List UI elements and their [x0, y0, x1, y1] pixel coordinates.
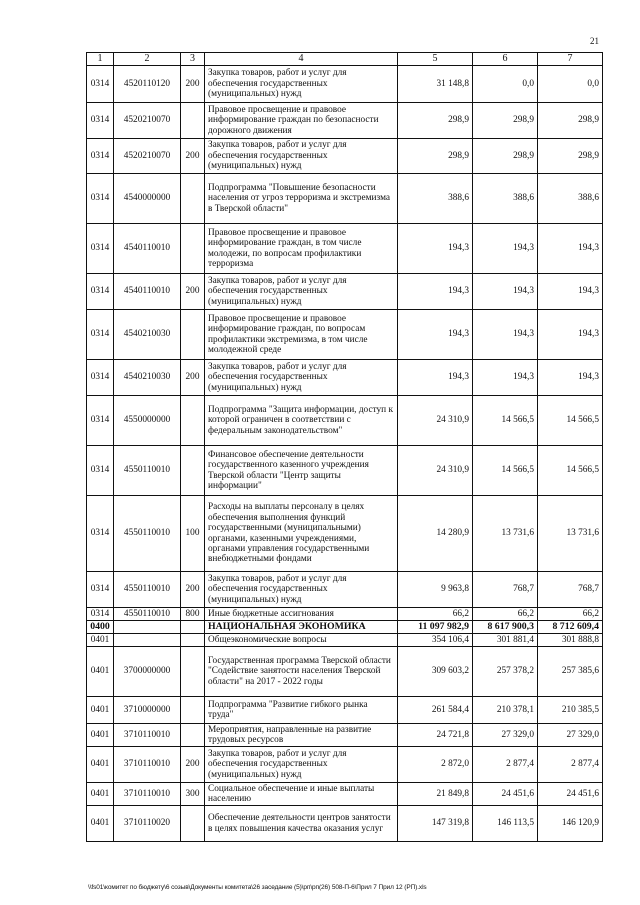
table-cell: 24 451,6	[538, 783, 603, 806]
table-row	[87, 360, 603, 396]
table-cell: 0314	[87, 174, 114, 224]
table-cell: 8 617 900,3	[473, 621, 538, 634]
table-row	[87, 697, 603, 724]
table-cell: 13 731,6	[473, 496, 538, 572]
table-cell: 800	[181, 608, 205, 621]
header-cell: 5	[398, 53, 473, 66]
table-cell: 9 963,8	[398, 572, 473, 608]
table-cell: Закупка товаров, работ и услуг для обеспечения государственных (муниципальных) нужд	[205, 360, 398, 396]
table-row	[87, 806, 603, 842]
table-row	[87, 783, 603, 806]
table-row	[87, 224, 603, 274]
table-cell: Мероприятия, направленные на развитие трудовых ресурсов	[205, 724, 398, 747]
table-cell: 257 378,2	[473, 647, 538, 697]
table-cell: 24 451,6	[473, 783, 538, 806]
table-cell: 298,9	[398, 103, 473, 139]
table-cell: 0401	[87, 724, 114, 747]
table-cell: 0314	[87, 66, 114, 103]
table-cell: 194,3	[538, 224, 603, 274]
table-cell: 0314	[87, 496, 114, 572]
table-cell: 388,6	[398, 174, 473, 224]
table-cell: Социальное обеспечение и иные выплаты населению	[205, 783, 398, 806]
table-cell: 4540110010	[114, 224, 181, 274]
table-cell: 0401	[87, 806, 114, 842]
table-cell: 301 881,4	[473, 634, 538, 647]
header-row	[87, 53, 603, 66]
table-cell: 0400	[87, 621, 114, 634]
table-cell: 14 566,5	[473, 396, 538, 446]
table-cell: 14 566,5	[538, 396, 603, 446]
table-cell: 257 385,6	[538, 647, 603, 697]
table-cell: 388,6	[473, 174, 538, 224]
table-cell	[181, 647, 205, 697]
table-cell: Общеэкономические вопросы	[205, 634, 398, 647]
table-cell: 200	[181, 360, 205, 396]
table-cell: Правовое просвещение и правовое информирование граждан, по вопросам профилактики экстремизма, в том числе молодежной среде	[205, 310, 398, 360]
table-cell: 100	[181, 496, 205, 572]
table-cell	[181, 806, 205, 842]
table-cell	[181, 174, 205, 224]
table-cell: 298,9	[398, 139, 473, 174]
table-row	[87, 608, 603, 621]
header-cell: 4	[205, 53, 398, 66]
table-cell: 0314	[87, 224, 114, 274]
table-cell: 11 097 982,9	[398, 621, 473, 634]
table-cell: 0314	[87, 360, 114, 396]
table-cell: 194,3	[398, 310, 473, 360]
table-cell: 0401	[87, 634, 114, 647]
table-row	[87, 621, 603, 634]
table-cell: 2 877,4	[473, 747, 538, 783]
table-cell	[114, 621, 181, 634]
table-cell: Закупка товаров, работ и услуг для обеспечения государственных (муниципальных) нужд	[205, 572, 398, 608]
table-row	[87, 396, 603, 446]
table-cell: 13 731,6	[538, 496, 603, 572]
table-cell: 194,3	[473, 274, 538, 310]
table-cell: Закупка товаров, работ и услуг для обеспечения государственных (муниципальных) нужд	[205, 66, 398, 103]
table-cell: 194,3	[473, 224, 538, 274]
table-cell: 0401	[87, 783, 114, 806]
table-cell: 14 566,5	[538, 446, 603, 496]
table-cell: 4540000000	[114, 174, 181, 224]
table-cell: 21 849,8	[398, 783, 473, 806]
table-row	[87, 174, 603, 224]
table-cell: 0314	[87, 446, 114, 496]
table-cell: Закупка товаров, работ и услуг для обеспечения государственных (муниципальных) нужд	[205, 139, 398, 174]
file-path-footer: \\fs01\комитет по бюджету\6 созыв\Документы комитета\26 заседание (5)\рп\рп(26) 508-П-6\Прил 7 Прил 12 (РП).xls	[88, 884, 427, 891]
table-cell: Правовое просвещение и правовое информирование граждан, в том числе молодежи, по вопросам профилактики терроризма	[205, 224, 398, 274]
table-cell: 3700000000	[114, 647, 181, 697]
table-cell: Закупка товаров, работ и услуг для обеспечения государственных (муниципальных) нужд	[205, 274, 398, 310]
table-cell: 4550110010	[114, 608, 181, 621]
table-cell: 4540110010	[114, 274, 181, 310]
table-cell: 4550110010	[114, 496, 181, 572]
table-cell: Обеспечение деятельности центров занятости в целях повышения качества оказания услуг	[205, 806, 398, 842]
table-row	[87, 634, 603, 647]
table-cell: Расходы на выплаты персоналу в целях обеспечения выполнения функций государственными (муниципальными) органами, казенными учреждениями, органами управления государственными внебюджетными фондами	[205, 496, 398, 572]
table-cell	[181, 621, 205, 634]
table-row	[87, 446, 603, 496]
table-cell: 27 329,0	[473, 724, 538, 747]
table-cell: 194,3	[398, 274, 473, 310]
table-cell: 298,9	[473, 139, 538, 174]
table-cell: 4550110010	[114, 572, 181, 608]
table-cell	[181, 103, 205, 139]
table-cell: 354 106,4	[398, 634, 473, 647]
table-cell: 4550000000	[114, 396, 181, 446]
table-cell: 24 310,9	[398, 396, 473, 446]
table-cell: 0314	[87, 139, 114, 174]
table-cell: 66,2	[538, 608, 603, 621]
table-cell: 194,3	[473, 360, 538, 396]
table-cell: 194,3	[398, 360, 473, 396]
table-cell: 0314	[87, 103, 114, 139]
table-cell: 4540210030	[114, 360, 181, 396]
table-cell: 768,7	[473, 572, 538, 608]
table-cell: 2 872,0	[398, 747, 473, 783]
table-cell: 66,2	[473, 608, 538, 621]
table-cell: 4550110010	[114, 446, 181, 496]
header-cell: 2	[114, 53, 181, 66]
table-cell: 0314	[87, 608, 114, 621]
table-row	[87, 66, 603, 103]
table-cell: 146 120,9	[538, 806, 603, 842]
table-cell: 14 566,5	[473, 446, 538, 496]
table-cell: 24 310,9	[398, 446, 473, 496]
budget-table	[86, 52, 603, 842]
table-cell: 0401	[87, 697, 114, 724]
table-cell	[181, 634, 205, 647]
table-cell: 200	[181, 274, 205, 310]
table-cell: Иные бюджетные ассигнования	[205, 608, 398, 621]
table-cell: 194,3	[538, 310, 603, 360]
table-cell	[181, 697, 205, 724]
table-row	[87, 274, 603, 310]
table-cell: 27 329,0	[538, 724, 603, 747]
table-cell: 3710110010	[114, 783, 181, 806]
table-cell: 388,6	[538, 174, 603, 224]
table-cell: 194,3	[538, 360, 603, 396]
table-cell: 210 378,1	[473, 697, 538, 724]
table-cell: 200	[181, 139, 205, 174]
table-cell: 309 603,2	[398, 647, 473, 697]
table-cell: Государственная программа Тверской области "Содействие занятости населения Тверской области" на 2017 - 2022 годы	[205, 647, 398, 697]
table-cell: 4520110120	[114, 66, 181, 103]
table-cell: 0314	[87, 572, 114, 608]
table-cell: Правовое просвещение и правовое информирование граждан по безопасности дорожного движения	[205, 103, 398, 139]
table-cell	[181, 224, 205, 274]
table-cell: 200	[181, 747, 205, 783]
table-cell: 194,3	[473, 310, 538, 360]
table-row	[87, 572, 603, 608]
table-cell: 3710110020	[114, 806, 181, 842]
table-cell: Финансовое обеспечение деятельности государственного казенного учреждения Тверской области "Центр защиты информации"	[205, 446, 398, 496]
table-row	[87, 103, 603, 139]
table-cell: 0,0	[473, 66, 538, 103]
header-cell: 1	[87, 53, 114, 66]
table-cell	[181, 446, 205, 496]
table-cell: 200	[181, 66, 205, 103]
table-cell: 298,9	[538, 103, 603, 139]
table-row	[87, 496, 603, 572]
table-cell: 0401	[87, 647, 114, 697]
header-cell: 7	[538, 53, 603, 66]
table-cell: 146 113,5	[473, 806, 538, 842]
table-cell	[114, 634, 181, 647]
table-cell: 0314	[87, 310, 114, 360]
page-number: 21	[590, 36, 599, 46]
table-cell: 301 888,8	[538, 634, 603, 647]
table-cell: 0,0	[538, 66, 603, 103]
table-cell: Подпрограмма "Защита информации, доступ к которой ограничен в соответствии с федеральным законодательством"	[205, 396, 398, 446]
table-cell: 31 148,8	[398, 66, 473, 103]
table-cell: 66,2	[398, 608, 473, 621]
table-cell: 0314	[87, 396, 114, 446]
table-cell: 298,9	[538, 139, 603, 174]
table-cell	[181, 724, 205, 747]
table-cell: 24 721,8	[398, 724, 473, 747]
table-cell: 0401	[87, 747, 114, 783]
table-row	[87, 139, 603, 174]
table-cell: 298,9	[473, 103, 538, 139]
table-row	[87, 724, 603, 747]
table-cell: 4520210070	[114, 139, 181, 174]
table-cell: 4540210030	[114, 310, 181, 360]
table-cell	[181, 310, 205, 360]
table-cell: Закупка товаров, работ и услуг для обеспечения государственных (муниципальных) нужд	[205, 747, 398, 783]
table-cell: 261 584,4	[398, 697, 473, 724]
table-cell: 200	[181, 572, 205, 608]
table-cell: 8 712 609,4	[538, 621, 603, 634]
table-cell: 210 385,5	[538, 697, 603, 724]
table-cell: Подпрограмма "Развитие гибкого рынка труда"	[205, 697, 398, 724]
table-row	[87, 310, 603, 360]
table-cell: 300	[181, 783, 205, 806]
table-cell: 194,3	[398, 224, 473, 274]
table-cell: 194,3	[538, 274, 603, 310]
table-cell: 0314	[87, 274, 114, 310]
table-cell: 768,7	[538, 572, 603, 608]
table-cell: 4520210070	[114, 103, 181, 139]
table-cell: НАЦИОНАЛЬНАЯ ЭКОНОМИКА	[205, 621, 398, 634]
header-cell: 6	[473, 53, 538, 66]
table-cell: 3710000000	[114, 697, 181, 724]
table-cell: Подпрограмма "Повышение безопасности населения от угроз терроризма и экстремизма в Тверской области"	[205, 174, 398, 224]
header-cell: 3	[181, 53, 205, 66]
table-cell: 147 319,8	[398, 806, 473, 842]
table-cell: 14 280,9	[398, 496, 473, 572]
table-cell: 3710110010	[114, 724, 181, 747]
table-cell: 3710110010	[114, 747, 181, 783]
table-row	[87, 747, 603, 783]
table-cell: 2 877,4	[538, 747, 603, 783]
table-cell	[181, 396, 205, 446]
table-row	[87, 647, 603, 697]
